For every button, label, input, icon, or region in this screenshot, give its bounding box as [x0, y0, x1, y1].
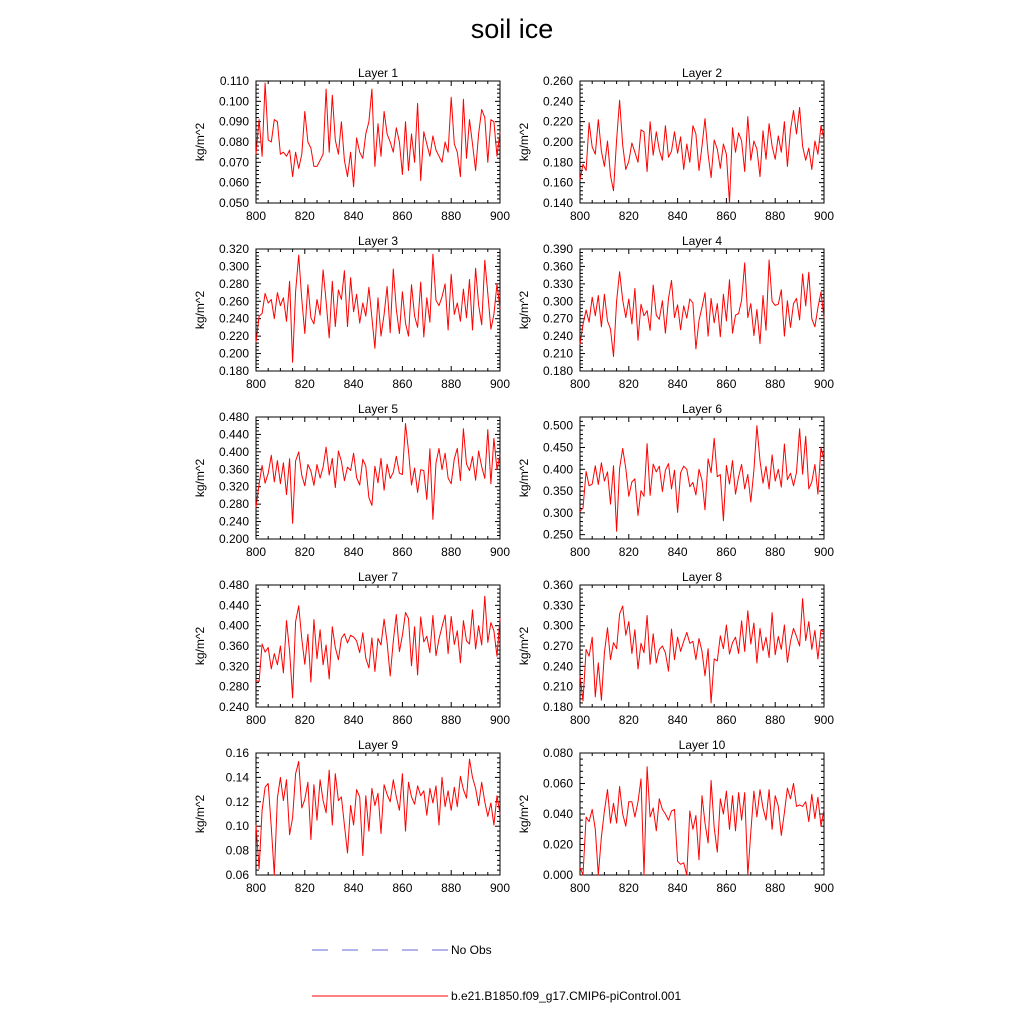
y-tick-label: 0.110 [219, 74, 249, 88]
x-tick-label: 840 [343, 209, 364, 223]
x-tick-label: 840 [343, 713, 364, 727]
series-line [580, 426, 824, 532]
y-tick-label: 0.210 [542, 346, 573, 361]
x-tick-label: 860 [716, 713, 737, 727]
y-axis-label: kg/m^2 [517, 290, 531, 330]
panel-title: Layer 7 [357, 570, 399, 584]
x-tick-label: 880 [441, 713, 462, 727]
x-tick-label: 840 [343, 881, 364, 895]
x-tick-label: 900 [489, 545, 511, 559]
y-tick-label: 0.240 [218, 311, 249, 326]
y-tick-label: 0.140 [542, 196, 573, 210]
y-tick-label: 0.300 [542, 505, 573, 520]
x-tick-label: 820 [618, 881, 639, 895]
y-tick-label: 0.270 [542, 639, 573, 653]
series-line [256, 254, 500, 362]
y-tick-label: 0.240 [542, 94, 573, 109]
x-tick-label: 860 [392, 545, 413, 559]
series-line [256, 424, 500, 524]
y-tick-label: 0.220 [218, 329, 249, 344]
x-tick-label: 880 [765, 881, 786, 895]
y-tick-label: 0.200 [218, 532, 249, 546]
y-tick-label: 0.08 [225, 843, 249, 858]
y-tick-label: 0.090 [218, 114, 249, 129]
x-tick-label: 820 [618, 545, 639, 559]
y-tick-label: 0.180 [542, 700, 573, 714]
panel-title: Layer 10 [678, 738, 726, 752]
y-tick-label: 0.360 [542, 259, 573, 274]
x-tick-label: 820 [294, 713, 315, 727]
x-tick-label: 820 [618, 377, 639, 391]
y-axis-label: kg/m^2 [517, 626, 531, 666]
x-tick-label: 880 [441, 545, 462, 559]
y-tick-label: 0.060 [542, 776, 573, 791]
panel-layer-6 [517, 402, 834, 559]
x-tick-label: 840 [343, 545, 364, 559]
x-tick-label: 820 [618, 209, 639, 223]
x-tick-label: 860 [716, 377, 737, 391]
y-tick-label: 0.440 [218, 598, 249, 613]
x-tick-label: 900 [813, 545, 835, 559]
y-tick-label: 0.300 [542, 618, 573, 633]
panel-title: Layer 3 [357, 234, 399, 248]
x-tick-label: 840 [667, 713, 688, 727]
x-tick-label: 860 [716, 545, 737, 559]
y-tick-label: 0.200 [542, 135, 573, 149]
y-tick-label: 0.220 [542, 114, 573, 129]
y-tick-label: 0.180 [542, 155, 573, 170]
y-tick-label: 0.280 [218, 276, 249, 291]
x-tick-label: 840 [667, 377, 688, 391]
y-tick-label: 0.440 [218, 427, 249, 442]
x-tick-label: 880 [765, 377, 786, 391]
panel-layer-7 [193, 570, 510, 727]
y-tick-label: 0.060 [218, 175, 249, 190]
panel-layer-9 [193, 738, 510, 895]
y-tick-label: 0.250 [542, 527, 573, 542]
panel-layer-1 [193, 66, 510, 223]
panel-title: Layer 1 [357, 66, 399, 80]
legend [312, 943, 681, 1003]
plot-frame [580, 753, 824, 875]
y-tick-label: 0.240 [218, 514, 249, 529]
series-line [256, 83, 500, 187]
x-tick-label: 800 [569, 209, 591, 223]
y-axis-label: kg/m^2 [517, 794, 531, 834]
series-line [256, 596, 500, 698]
panel-title: Layer 9 [357, 738, 399, 752]
x-tick-label: 800 [245, 545, 267, 559]
x-tick-label: 880 [765, 713, 786, 727]
y-tick-label: 0.070 [218, 155, 249, 170]
y-axis-label: kg/m^2 [193, 626, 207, 666]
x-tick-label: 800 [245, 881, 267, 895]
y-tick-label: 0.10 [225, 819, 249, 834]
y-axis-label: kg/m^2 [193, 794, 207, 834]
panel-title: Layer 2 [681, 66, 723, 80]
x-tick-label: 880 [441, 377, 462, 391]
y-tick-label: 0.240 [218, 700, 249, 714]
x-tick-label: 860 [392, 209, 413, 223]
y-tick-label: 0.390 [542, 242, 573, 256]
x-tick-label: 800 [569, 545, 591, 559]
y-tick-label: 0.260 [542, 74, 573, 88]
y-tick-label: 0.450 [542, 440, 573, 455]
y-tick-label: 0.040 [542, 807, 573, 821]
y-tick-label: 0.360 [218, 639, 249, 653]
y-tick-label: 0.320 [218, 659, 249, 674]
y-tick-label: 0.500 [542, 418, 573, 433]
y-axis-label: kg/m^2 [517, 122, 531, 162]
y-axis-label: kg/m^2 [193, 122, 207, 162]
y-tick-label: 0.480 [218, 578, 249, 592]
y-tick-label: 0.320 [218, 479, 249, 494]
y-tick-label: 0.06 [225, 868, 249, 882]
series-line [580, 767, 824, 875]
panel-layer-4 [517, 234, 834, 391]
y-tick-label: 0.300 [218, 259, 249, 274]
y-tick-label: 0.350 [542, 484, 573, 499]
x-tick-label: 800 [245, 713, 267, 727]
x-tick-label: 800 [245, 209, 267, 223]
y-tick-label: 0.320 [218, 242, 249, 256]
x-tick-label: 900 [813, 209, 835, 223]
y-tick-label: 0.330 [542, 276, 573, 291]
panel-layer-3 [193, 234, 510, 391]
series-line [580, 100, 824, 203]
y-tick-label: 0.360 [218, 462, 249, 477]
y-tick-label: 0.100 [218, 94, 249, 109]
x-tick-label: 900 [813, 881, 835, 895]
x-tick-label: 860 [716, 209, 737, 223]
panel-title: Layer 6 [681, 402, 723, 416]
legend-model-label: b.e21.B1850.f09_g17.CMIP6-piControl.001 [451, 989, 682, 1003]
x-tick-label: 840 [667, 881, 688, 895]
x-tick-label: 880 [765, 545, 786, 559]
y-tick-label: 0.240 [542, 659, 573, 674]
y-tick-label: 0.000 [542, 868, 573, 882]
x-tick-label: 800 [569, 713, 591, 727]
x-tick-label: 800 [569, 377, 591, 391]
panel-layer-2 [517, 66, 834, 223]
panel-title: Layer 8 [681, 570, 723, 584]
y-axis-label: kg/m^2 [193, 290, 207, 330]
x-tick-label: 800 [245, 377, 267, 391]
x-tick-label: 860 [716, 881, 737, 895]
x-tick-label: 840 [667, 209, 688, 223]
panel-title: Layer 5 [357, 402, 399, 416]
page-title: soil ice [470, 14, 554, 44]
panel-layer-10 [517, 738, 834, 895]
x-tick-label: 820 [294, 377, 315, 391]
y-tick-label: 0.180 [218, 364, 249, 378]
x-tick-label: 820 [618, 713, 639, 727]
y-tick-label: 0.280 [218, 497, 249, 512]
series-line [580, 599, 824, 703]
series-line [580, 260, 824, 357]
x-tick-label: 880 [441, 209, 462, 223]
y-tick-label: 0.12 [225, 794, 249, 809]
x-tick-label: 800 [569, 881, 591, 895]
y-tick-label: 0.400 [218, 618, 249, 633]
y-tick-label: 0.160 [542, 175, 573, 190]
y-tick-label: 0.330 [542, 598, 573, 613]
x-tick-label: 820 [294, 881, 315, 895]
x-tick-label: 860 [392, 881, 413, 895]
x-tick-label: 900 [489, 881, 511, 895]
panel-layer-5 [193, 402, 510, 559]
y-tick-label: 0.360 [542, 578, 573, 592]
x-tick-label: 820 [294, 545, 315, 559]
y-tick-label: 0.16 [225, 746, 249, 760]
x-tick-label: 880 [441, 881, 462, 895]
y-tick-label: 0.260 [218, 294, 249, 309]
x-tick-label: 880 [765, 209, 786, 223]
x-tick-label: 860 [392, 377, 413, 391]
y-tick-label: 0.180 [542, 364, 573, 378]
y-tick-label: 0.200 [218, 346, 249, 361]
series-line [256, 759, 500, 875]
x-tick-label: 900 [813, 713, 835, 727]
y-tick-label: 0.080 [542, 746, 573, 760]
y-tick-label: 0.14 [225, 770, 249, 785]
x-tick-label: 900 [489, 713, 511, 727]
y-tick-label: 0.240 [542, 329, 573, 344]
y-tick-label: 0.300 [542, 294, 573, 309]
y-axis-label: kg/m^2 [193, 458, 207, 498]
x-tick-label: 900 [813, 377, 835, 391]
y-tick-label: 0.080 [218, 135, 249, 149]
x-tick-label: 860 [392, 713, 413, 727]
y-tick-label: 0.280 [218, 679, 249, 694]
y-tick-label: 0.020 [542, 837, 573, 852]
x-tick-label: 840 [343, 377, 364, 391]
x-tick-label: 840 [667, 545, 688, 559]
x-tick-label: 900 [489, 377, 511, 391]
panel-layer-8 [517, 570, 834, 727]
y-tick-label: 0.210 [542, 679, 573, 694]
y-tick-label: 0.270 [542, 311, 573, 326]
legend-obs-label: No Obs [451, 943, 492, 957]
y-tick-label: 0.050 [218, 196, 249, 210]
panel-title: Layer 4 [681, 234, 723, 248]
x-tick-label: 900 [489, 209, 511, 223]
y-tick-label: 0.400 [542, 462, 573, 477]
y-axis-label: kg/m^2 [517, 458, 531, 498]
y-tick-label: 0.480 [218, 410, 249, 424]
y-tick-label: 0.400 [218, 444, 249, 459]
x-tick-label: 820 [294, 209, 315, 223]
